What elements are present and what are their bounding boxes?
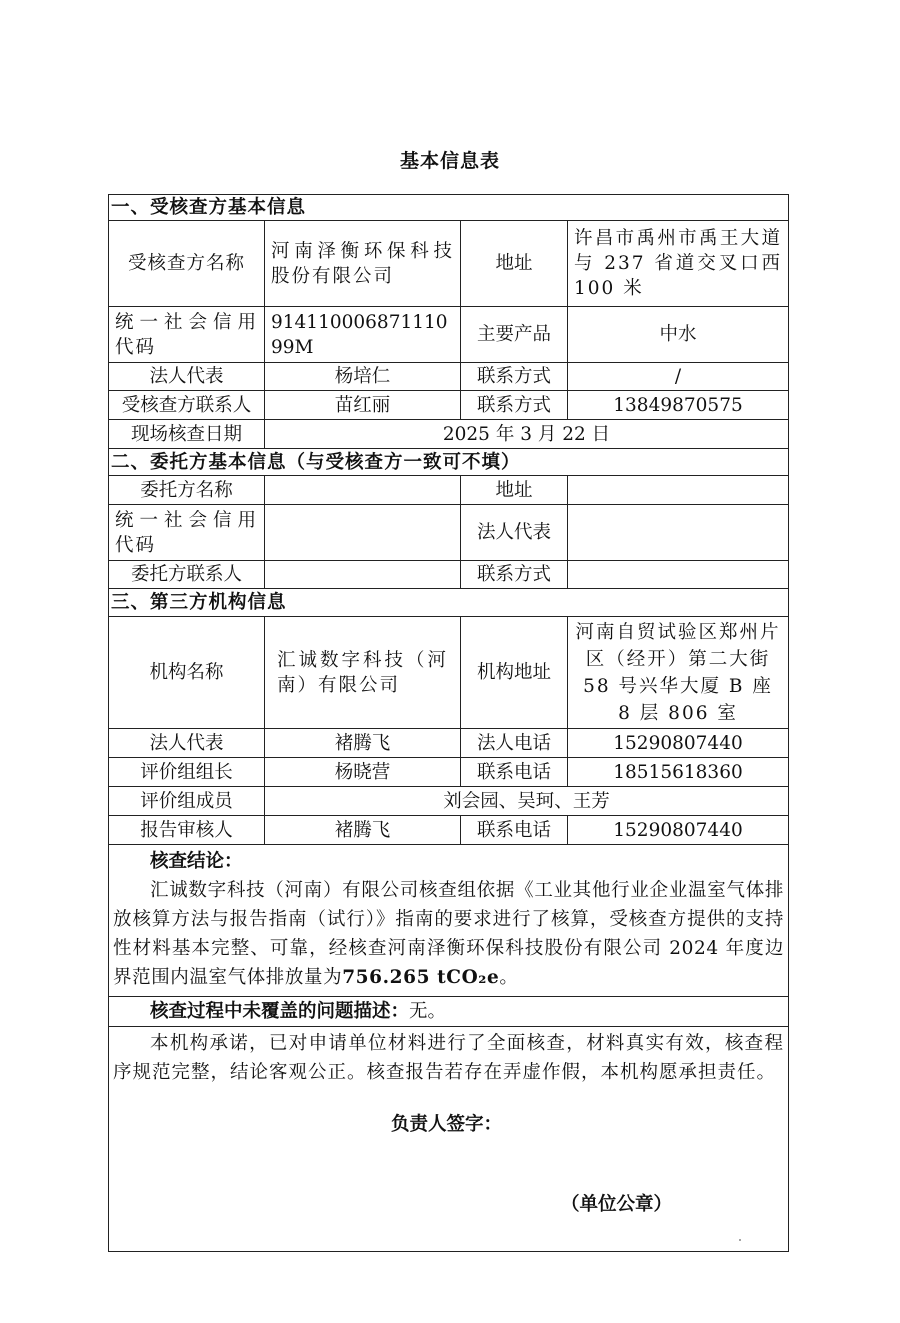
org-legal-rep-value: 褚腾飞 bbox=[265, 729, 461, 758]
table-row bbox=[109, 363, 789, 391]
conclusion-heading: 核查结论： bbox=[150, 851, 243, 872]
table-row bbox=[109, 476, 789, 505]
legal-rep-label: 法人代表 bbox=[109, 363, 265, 391]
contact-method2-label: 联系方式 bbox=[461, 391, 568, 420]
section1-heading: 一、受核查方基本信息 bbox=[109, 195, 789, 221]
commitment-text: 本机构承诺，已对申请单位材料进行了全面核查，材料真实有效，核查程序规范完整，结论客观公正。核查报告若存在弄虚作假，本机构愿承担责任。 bbox=[113, 1033, 785, 1083]
table-row bbox=[109, 787, 789, 816]
conclusion-text-block bbox=[113, 876, 784, 992]
credit-code-label: 统一社会信用代码 bbox=[109, 307, 265, 363]
org-legal-rep-label: 法人代表 bbox=[109, 729, 265, 758]
table-row bbox=[109, 420, 789, 449]
conclusion-suffix: 。 bbox=[499, 967, 519, 988]
contact-person-value: 苗红丽 bbox=[265, 391, 461, 420]
client-legal-rep-value bbox=[568, 505, 789, 561]
client-contact-person-value bbox=[265, 561, 461, 589]
client-address-label: 地址 bbox=[461, 476, 568, 505]
team-leader-value: 杨晓营 bbox=[265, 758, 461, 787]
table-row bbox=[109, 729, 789, 758]
table-row bbox=[109, 617, 789, 729]
credit-code-value: 91411000687111099M bbox=[265, 307, 461, 363]
section2-heading: 二、委托方基本信息（与受核查方一致可不填） bbox=[109, 449, 789, 476]
address-label: 地址 bbox=[461, 221, 568, 307]
contact-person-label: 受核查方联系人 bbox=[109, 391, 265, 420]
seal-label: （单位公章） bbox=[561, 1194, 673, 1215]
table-row bbox=[109, 816, 789, 845]
org-address-value: 河南自贸试验区郑州片区（经开）第二大街 58 号兴华大厦 B 座 8 层 806 室 bbox=[568, 617, 789, 729]
client-name-value bbox=[265, 476, 461, 505]
onsite-date-value: 2025 年 3 月 22 日 bbox=[265, 420, 789, 449]
signature-label: 负责人签字： bbox=[391, 1114, 503, 1135]
org-name-label: 机构名称 bbox=[109, 617, 265, 729]
commitment-row bbox=[109, 1027, 789, 1252]
main-product-label: 主要产品 bbox=[461, 307, 568, 363]
client-credit-value bbox=[265, 505, 461, 561]
contact-method-value: / bbox=[568, 363, 789, 391]
scan-speck bbox=[739, 1239, 741, 1241]
emission-value: 756.265 tCO₂e bbox=[342, 967, 500, 988]
team-leader-phone-value: 18515618360 bbox=[568, 758, 789, 787]
team-members-label: 评价组成员 bbox=[109, 787, 265, 816]
contact-method2-value: 13849870575 bbox=[568, 391, 789, 420]
legal-rep-value: 杨培仁 bbox=[265, 363, 461, 391]
issues-value: 无。 bbox=[409, 1001, 447, 1022]
client-contact-person-label: 委托方联系人 bbox=[109, 561, 265, 589]
org-legal-phone-value: 15290807440 bbox=[568, 729, 789, 758]
client-credit-label: 统一社会信用代码 bbox=[109, 505, 265, 561]
team-leader-label: 评价组组长 bbox=[109, 758, 265, 787]
table-row bbox=[109, 307, 789, 363]
issues-row bbox=[109, 997, 789, 1027]
org-legal-phone-label: 法人电话 bbox=[461, 729, 568, 758]
page-title: 基本信息表 bbox=[399, 150, 500, 172]
reviewer-phone-label: 联系电话 bbox=[461, 816, 568, 845]
client-name-label: 委托方名称 bbox=[109, 476, 265, 505]
table-row bbox=[109, 561, 789, 589]
org-address-label: 机构地址 bbox=[461, 617, 568, 729]
client-contact-method-label: 联系方式 bbox=[461, 561, 568, 589]
verified-party-name-value: 河南泽衡环保科技股份有限公司 bbox=[265, 221, 461, 307]
issues-heading: 核查过程中未覆盖的问题描述： bbox=[150, 1001, 410, 1022]
onsite-date-label: 现场核查日期 bbox=[109, 420, 265, 449]
team-leader-phone-label: 联系电话 bbox=[461, 758, 568, 787]
address-value: 许昌市禹州市禹王大道与 237 省道交叉口西 100 米 bbox=[568, 221, 789, 307]
contact-method-label: 联系方式 bbox=[461, 363, 568, 391]
table-row bbox=[109, 758, 789, 787]
section3-header-row bbox=[109, 589, 789, 617]
issues-cell bbox=[109, 997, 789, 1027]
basic-info-table bbox=[108, 194, 789, 1252]
team-members-value: 刘会园、吴珂、王芳 bbox=[265, 787, 789, 816]
conclusion-cell bbox=[109, 845, 789, 997]
reviewer-value: 褚腾飞 bbox=[265, 816, 461, 845]
table-row bbox=[109, 221, 789, 307]
org-name-value: 汇诚数字科技（河南）有限公司 bbox=[265, 617, 461, 729]
conclusion-row bbox=[109, 845, 789, 997]
section1-header-row bbox=[109, 195, 789, 221]
table-row bbox=[109, 505, 789, 561]
table-row bbox=[109, 391, 789, 420]
main-product-value: 中水 bbox=[568, 307, 789, 363]
client-legal-rep-label: 法人代表 bbox=[461, 505, 568, 561]
client-address-value bbox=[568, 476, 789, 505]
section3-heading: 三、第三方机构信息 bbox=[109, 589, 789, 617]
commitment-cell bbox=[109, 1027, 789, 1252]
reviewer-label: 报告审核人 bbox=[109, 816, 265, 845]
client-contact-method-value bbox=[568, 561, 789, 589]
section2-header-row bbox=[109, 449, 789, 476]
reviewer-phone-value: 15290807440 bbox=[568, 816, 789, 845]
signature-area bbox=[113, 1087, 784, 1247]
conclusion-text: 汇诚数字科技（河南）有限公司核查组依据《工业其他行业企业温室气体排放核算方法与报告指南（试行）》指南的要求进行了核算，受核查方提供的支持性材料基本完整、可靠，经核查河南泽衡环保科技股份有限公司 2024 年度边界范围内温室气体排放量为 bbox=[113, 880, 785, 988]
verified-party-name-label: 受核查方名称 bbox=[109, 221, 265, 307]
